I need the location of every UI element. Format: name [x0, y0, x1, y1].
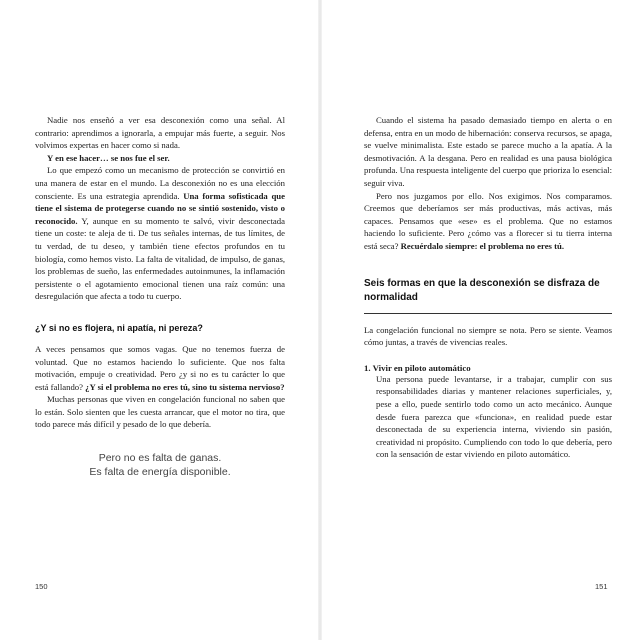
paragraph [35, 343, 285, 393]
page-number: 150 [35, 582, 48, 591]
list-item-title: 1. Vivir en piloto automático [364, 362, 471, 373]
list-item-body [364, 373, 612, 461]
paragraph [364, 190, 612, 253]
paragraph: La congelación funcional no siempre se nota. Pero se siente. Veamos cómo juntas, a través de vivencias reales. [364, 324, 612, 348]
left-text-column [35, 114, 285, 479]
bold-statement: Y en ese hacer… se nos fue el ser. [47, 152, 170, 163]
right-page [320, 0, 640, 640]
bold-statement: Recuérdalo siempre: el problema no eres tú. [400, 240, 565, 251]
paragraph [35, 164, 285, 303]
paragraph: Una persona puede levantarse, ir a trabajar, cumplir con sus responsabilidades diarias y mantener relaciones superficiales, y, pese a ello, puede sentirlo todo como un acto mecánico. Aunque desde fuera parezca que «funciona», en realidad puede estar desconectada de su experiencia interna, viviendo sin pasión, creatividad ni propósito. Cumpliendo con todo lo que debería, pero con la sensación de estar viviendo en piloto automático. [376, 373, 612, 460]
pull-quote-line: Pero no es falta de ganas. [98, 452, 222, 465]
paragraph: Muchas personas que viven en congelación funcional no saben que lo están. Solo sienten que les cuesta arrancar, que el motor no tira, que todo parece más difícil y pesado de lo que debería. [35, 394, 285, 430]
pull-quote [35, 451, 285, 479]
subheading: ¿Y si no es flojera, ni apatía, ni pereza? [35, 322, 203, 333]
text-run: A veces pensamos que somos vagas. Que no tenemos fuerza de voluntad. Que no estamos haciendo lo suficiente. Que nos falta motivación, empuje o creatividad. Pero ¿y si no es tu carácter lo que está fallando? [35, 343, 285, 392]
text-run: Pero nos juzgamos por ello. Nos exigimos. Nos comparamos. Creemos que deberíamos ser más productivas, más activas, más capaces. Pensamos que «ese» es el problema. Que no estamos haciendo lo suficiente. Pero ¿cómo vas a florecer si tu tierra interna está seca? [364, 190, 612, 251]
spacer [364, 314, 612, 324]
paragraph: Cuando el sistema ha pasado demasiado tiempo en alerta o en defensa, entra en un modo de hibernación: conserva recursos, se apaga, se vuelve minimalista. Este estado se parece mucho a la apatía. A la desmotivación. A la desgana. Pero en realidad es una pausa biológica profunda. Una respuesta inteligente del cuerpo que prioriza lo esencial: seguir viva. [364, 115, 612, 188]
bold-statement: ¿Y si el problema no eres tú, sino tu sistema nervioso? [85, 381, 285, 392]
text-run: Y, aunque en su momento te salvó, vivir desconectada tiene un coste: te aleja de ti. De tus señales internas, de tus límites, de tu verdad, de tu deseo, y también tiene efectos profundos en tu biología, como hemos visto. La falta de vitalidad, de impulso, de ganas, los problemas de sueño, las enfermedades autoinmunes, la inflamación persistente o el agotamiento emocional tienen una raíz común: una desregulación que afecta a todo tu cuerpo. [35, 215, 285, 302]
pull-quote-line: Es falta de energía disponible. [89, 466, 231, 479]
section-heading: Seis formas en que la desconexión se disfraza de normalidad [364, 277, 612, 314]
text-run: Lo que empezó como un mecanismo de protección se convirtió en una manera de estar en el mundo. La desconexión no es una elección consciente. Es una estrategia aprendida. [35, 165, 285, 201]
paragraph: Nadie nos enseñó a ver esa desconexión como una señal. Al contrario: aprendimos a ignorarla, a empujar más fuerte, a seguir. Nos volvimos expertas en hacer como si nada. [35, 115, 285, 151]
paragraph-bold-line [35, 152, 285, 165]
right-text-column [364, 114, 612, 461]
page-number: 151 [595, 582, 608, 591]
bold-statement: Una forma sofisticada que tiene el sistema de protegerse cuando no se sintió sostenido, visto o reconocido. [35, 190, 285, 226]
